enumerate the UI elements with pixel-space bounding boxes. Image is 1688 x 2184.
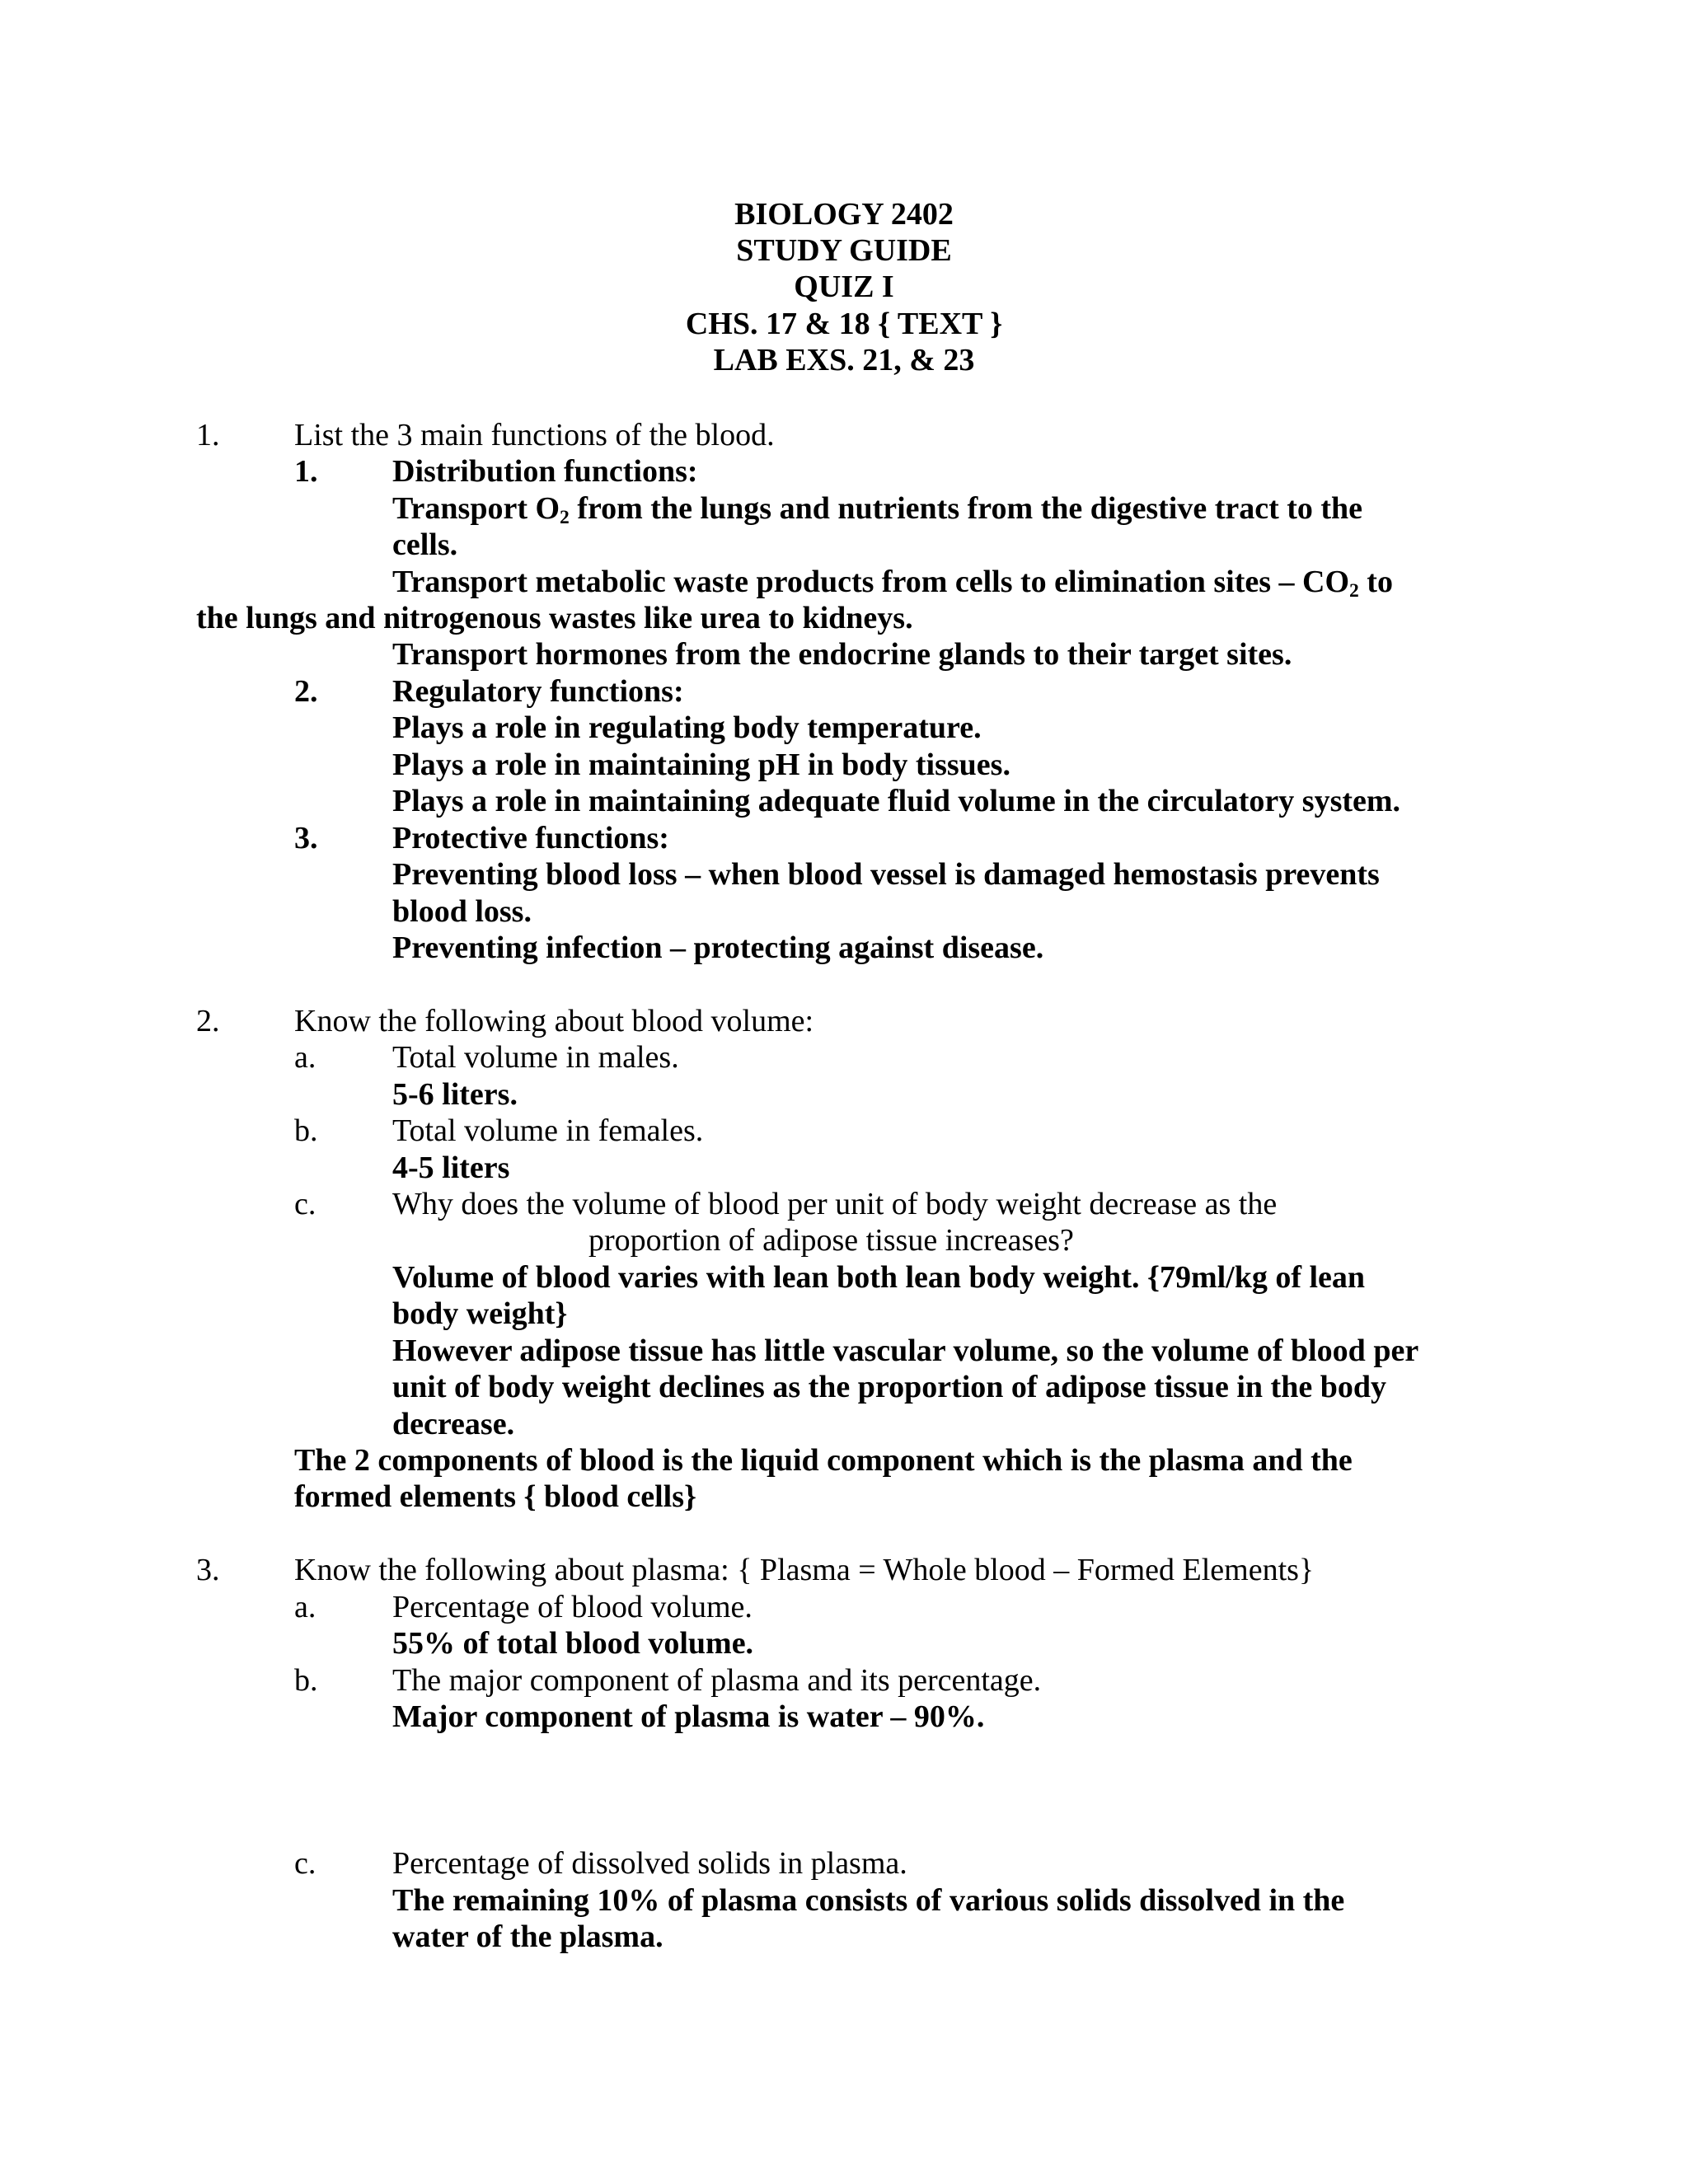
q2-c-answer-line4: unit of body weight declines as the proportion of adipose tissue in the body [392,1370,1386,1404]
q2-b-answer: 4-5 liters [392,1151,510,1185]
q2-c-question-line1: Why does the volume of blood per unit of body weight decrease as the [392,1187,1278,1221]
q1-s1-line3: Transport metabolic waste products from cells to elimination sites – $CO_2$ to [392,565,1393,602]
q3-c-answer-line2: water of the plasma. [392,1919,663,1954]
q1-s3-line2: blood loss. [392,894,532,929]
q1-s1-line1: Transport $O_2$ from the lungs and nutrients from the digestive tract to the [392,491,1363,528]
q1-s1-line2: cells. [392,527,458,562]
q1-s2-line2: Plays a role in maintaining pH in body tissues. [392,748,1010,782]
q1-s1-line5: Transport hormones from the endocrine glands to their target sites. [392,637,1292,672]
q2-c-answer-line3: However adipose tissue has little vascular volume, so the volume of blood per [392,1333,1419,1368]
header-title: STUDY GUIDE [736,233,952,268]
q1-s2-number: 2. [294,674,318,709]
q3-prompt: Know the following about plasma: { Plasma = Whole blood – Formed Elements} [294,1553,1315,1587]
header-quiz: QUIZ I [794,269,894,304]
q1-number: 1. [196,418,220,452]
q2-b-question: Total volume in females. [392,1113,704,1148]
q3-b-label: b. [294,1663,318,1698]
q1-s3-number: 3. [294,821,318,855]
q1-s3-line1: Preventing blood loss – when blood vessel is damaged hemostasis prevents [392,857,1380,892]
q2-c-answer-line2: body weight} [392,1296,568,1331]
q2-note-line2: formed elements { blood cells} [294,1479,696,1514]
q2-c-question-line2: proportion of adipose tissue increases? [588,1223,1074,1258]
q2-a-answer: 5-6 liters. [392,1077,518,1112]
q2-c-answer-line1: Volume of blood varies with lean both lean body weight. {79ml/kg of lean [392,1260,1366,1295]
header-labs: LAB EXS. 21, & 23 [713,343,975,377]
q2-note-line1: The 2 components of blood is the liquid component which is the plasma and the [294,1443,1353,1478]
q3-b-answer: Major component of plasma is water – 90%. [392,1699,985,1734]
q2-number: 2. [196,1004,220,1038]
q2-b-label: b. [294,1113,318,1148]
q1-s1-number: 1. [294,454,318,489]
q3-c-question: Percentage of dissolved solids in plasma. [392,1846,907,1881]
q1-s1-title: Distribution functions: [392,454,698,489]
q3-c-answer-line1: The remaining 10% of plasma consists of various solids dissolved in the [392,1883,1345,1918]
q3-a-answer: 55% of total blood volume. [392,1626,754,1661]
q1-s3-title: Protective functions: [392,821,669,855]
q1-prompt: List the 3 main functions of the blood. [294,418,775,452]
q1-s3-line3: Preventing infection – protecting against disease. [392,930,1044,965]
q2-c-label: c. [294,1187,316,1221]
q1-s1-line4: the lungs and nitrogenous wastes like urea to kidneys. [196,601,913,635]
q2-c-answer-line5: decrease. [392,1407,515,1441]
q1-s2-title: Regulatory functions: [392,674,684,709]
q2-prompt: Know the following about blood volume: [294,1004,814,1038]
q1-s2-line1: Plays a role in regulating body temperature. [392,710,982,745]
q2-a-question: Total volume in males. [392,1040,679,1075]
q3-a-label: a. [294,1590,316,1624]
header-chapters: CHS. 17 & 18 { TEXT } [685,307,1003,341]
q3-b-question: The major component of plasma and its percentage. [392,1663,1042,1698]
q3-a-question: Percentage of blood volume. [392,1590,753,1624]
q1-s2-line3: Plays a role in maintaining adequate fluid volume in the circulatory system. [392,784,1401,818]
q3-c-label: c. [294,1846,316,1881]
q3-number: 3. [196,1553,220,1587]
header-course: BIOLOGY 2402 [734,197,954,232]
q2-a-label: a. [294,1040,316,1075]
